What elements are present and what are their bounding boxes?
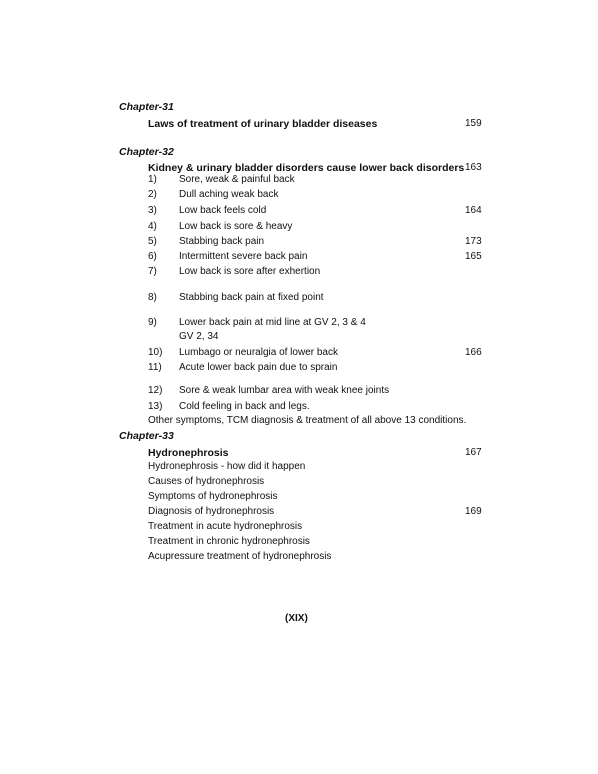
item-text: Sore & weak lumbar area with weak knee joints [179,385,390,396]
item-text: Low back feels cold [179,205,267,216]
item-text: Low back is sore after exhertion [179,266,321,277]
chapter-32-label: Chapter-32 [119,146,174,158]
item-text: Sore, weak & painful back [179,174,295,185]
chapter-31-title: Laws of treatment of urinary bladder diseases [148,118,378,130]
item-number: 5) [148,236,157,247]
item-number: 7) [148,266,157,277]
item-number: 4) [148,221,157,232]
item-page: 166 [465,347,482,358]
item-number: 3) [148,205,157,216]
list-item: Treatment in chronic hydronephrosis [148,536,310,547]
item-text: Low back is sore & heavy [179,221,293,232]
item-text: Stabbing back pain [179,236,265,247]
item-page: 164 [465,205,482,216]
item-text: Stabbing back pain at fixed point [179,292,324,303]
item-number: 10) [148,347,163,358]
item-number: 8) [148,292,157,303]
item-number: 1) [148,174,157,185]
item-text: Intermittent severe back pain [179,251,308,262]
page-number-footer: (XIX) [285,613,308,624]
item-text: Dull aching weak back [179,189,279,200]
chapter-32-title: Kidney & urinary bladder disorders cause lower back disorders [148,162,465,174]
item-number: 2) [148,189,157,200]
chapter-32-page: 163 [465,162,482,173]
item-text: Cold feeling in back and legs. [179,401,310,412]
chapter-33-page: 167 [465,447,482,458]
item-text: Lower back pain at mid line at GV 2, 3 & 4 [179,317,366,328]
list-item: Acupressure treatment of hydronephrosis [148,551,332,562]
item-number: 12) [148,385,163,396]
item-page: 173 [465,236,482,247]
chapter-33-title: Hydronephrosis [148,447,229,459]
item-number: 11) [148,362,162,373]
chapter-32-note: Other symptoms, TCM diagnosis & treatment of all above 13 conditions. [148,415,467,426]
list-item: Causes of hydronephrosis [148,476,265,487]
chapter-33-label: Chapter-33 [119,430,174,442]
list-item: Symptoms of hydronephrosis [148,491,278,502]
item-page: 165 [465,251,482,262]
list-item: Hydronephrosis - how did it happen [148,461,306,472]
chapter-31-label: Chapter-31 [119,101,174,113]
item-number: 13) [148,401,163,412]
item-text: Acute lower back pain due to sprain [179,362,338,373]
item-text-continuation: GV 2, 34 [179,331,219,342]
item-page: 169 [465,506,482,517]
list-item: Treatment in acute hydronephrosis [148,521,303,532]
item-text: Lumbago or neuralgia of lower back [179,347,338,358]
chapter-31-page: 159 [465,118,482,129]
item-number: 9) [148,317,157,328]
list-item: Diagnosis of hydronephrosis [148,506,275,517]
item-number: 6) [148,251,157,262]
